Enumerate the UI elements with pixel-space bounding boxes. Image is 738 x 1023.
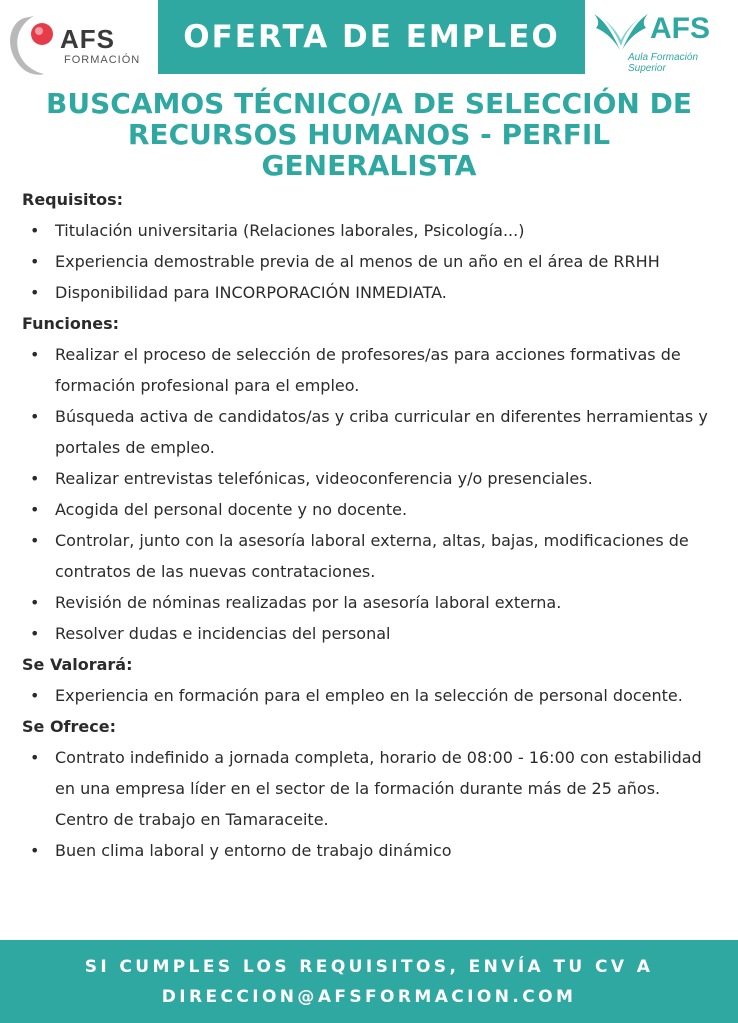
list-item — [22, 587, 712, 618]
footer-instruction: SI CUMPLES LOS REQUISITOS, ENVÍA TU CV A — [84, 956, 654, 977]
banner-title: OFERTA DE EMPLEO — [183, 19, 560, 55]
afs-swoosh-logo-icon — [4, 10, 64, 78]
requisitos-heading: Requisitos: — [22, 190, 124, 209]
right-logo-subtitle: Aula Formación Superior — [628, 52, 699, 74]
list-item-text: Experiencia demostrable previa de al menos de un año en el área de RRHH — [55, 252, 660, 271]
requisitos-list — [22, 215, 712, 308]
left-logo-brand: AFS — [60, 24, 115, 54]
list-item-text: Realizar el proceso de selección de profesores/as para acciones formativas de formación profesional para el empleo. — [55, 345, 681, 395]
bullet-icon: • — [30, 345, 40, 364]
bullet-icon: • — [30, 500, 40, 519]
valorara-heading: Se Valorará: — [22, 655, 133, 674]
list-item — [22, 618, 712, 649]
aula-formacion-superior-logo — [590, 8, 738, 74]
list-item — [22, 277, 712, 308]
list-item-text: Experiencia en formación para el empleo en la selección de personal docente. — [55, 686, 683, 705]
funciones-list — [22, 339, 712, 649]
list-item — [22, 680, 712, 711]
bullet-icon: • — [30, 748, 40, 767]
job-offer-banner — [158, 0, 585, 74]
afs-formacion-logo — [4, 10, 154, 78]
ofrece-list — [22, 742, 712, 866]
bullet-icon: • — [30, 593, 40, 612]
bullet-icon: • — [30, 407, 40, 426]
list-item — [22, 494, 712, 525]
list-item — [22, 835, 712, 866]
bullet-icon: • — [30, 252, 40, 271]
valorara-list — [22, 680, 712, 711]
job-description — [22, 184, 712, 866]
list-item-text: Revisión de nóminas realizadas por la asesoría laboral externa. — [55, 593, 562, 612]
list-item — [22, 339, 712, 401]
funciones-heading: Funciones: — [22, 314, 120, 333]
list-item — [22, 525, 712, 587]
bullet-icon: • — [30, 221, 40, 240]
list-item-text: Búsqueda activa de candidatos/as y criba curricular en diferentes herramientas y portales de empleo. — [55, 407, 708, 457]
list-item — [22, 742, 712, 835]
bullet-icon: • — [30, 841, 40, 860]
list-item-text: Controlar, junto con la asesoría laboral externa, altas, bajas, modificaciones de contratos de las nuevas contrataciones. — [55, 531, 689, 581]
bullet-icon: • — [30, 531, 40, 550]
header — [0, 0, 738, 82]
list-item-text: Acogida del personal docente y no docente. — [55, 500, 408, 519]
list-item — [22, 463, 712, 494]
page-title: BUSCAMOS TÉCNICO/A DE SELECCIÓN DE RECURSOS HUMANOS - PERFIL GENERALISTA — [46, 87, 692, 182]
list-item-text: Contrato indefinido a jornada completa, horario de 08:00 - 16:00 con estabilidad en una empresa líder en el sector de la formación durante más de 25 años. Centro de trabajo en Tamaraceite. — [55, 748, 702, 829]
list-item-text: Disponibilidad para INCORPORACIÓN INMEDIATA. — [55, 283, 447, 302]
list-item-text: Buen clima laboral y entorno de trabajo dinámico — [55, 841, 452, 860]
bullet-icon: • — [30, 283, 40, 302]
list-item — [22, 401, 712, 463]
list-item — [22, 246, 712, 277]
list-item-text: Realizar entrevistas telefónicas, videoconferencia y/o presenciales. — [55, 469, 593, 488]
wings-logo-icon — [592, 10, 650, 56]
bullet-icon: • — [30, 686, 40, 705]
bullet-icon: • — [30, 624, 40, 643]
footer-call-to-action — [0, 940, 738, 1023]
left-logo-subtitle: FORMACIÓN — [64, 54, 141, 66]
list-item — [22, 215, 712, 246]
bullet-icon: • — [30, 469, 40, 488]
list-item-text: Titulación universitaria (Relaciones laborales, Psicología...) — [55, 221, 525, 240]
list-item-text: Resolver dudas e incidencias del personal — [55, 624, 391, 643]
contact-email[interactable]: DIRECCION@AFSFORMACION.COM — [161, 986, 577, 1007]
right-logo-brand: AFS — [650, 12, 710, 45]
ofrece-heading: Se Ofrece: — [22, 717, 116, 736]
